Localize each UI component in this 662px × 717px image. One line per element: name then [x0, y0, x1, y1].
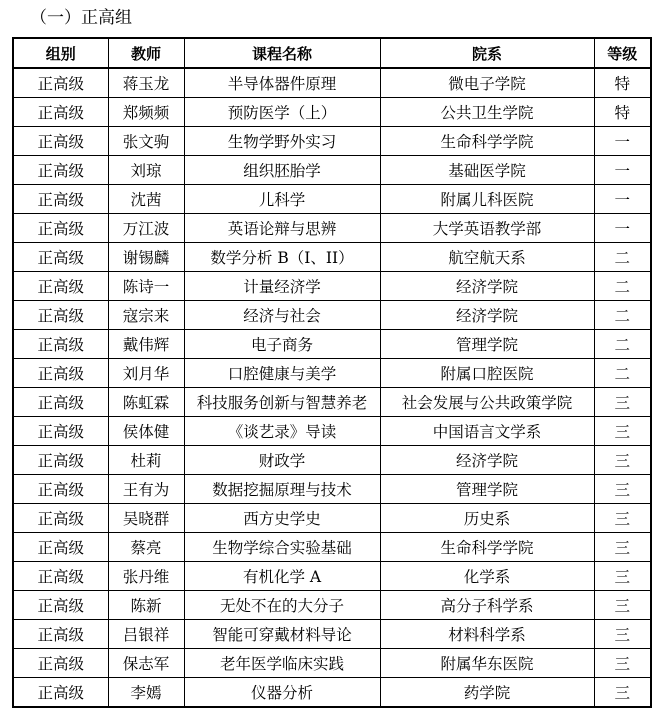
teacher-cell: 侯体健 — [108, 417, 184, 446]
course-cell: 科技服务创新与智慧养老 — [184, 388, 380, 417]
department-cell: 管理学院 — [380, 475, 594, 504]
grade-cell: 三 — [594, 649, 651, 678]
group-cell: 正高级 — [13, 68, 108, 98]
teacher-cell: 张丹维 — [108, 562, 184, 591]
teacher-cell: 吕银祥 — [108, 620, 184, 649]
group-cell: 正高级 — [13, 243, 108, 272]
table-row — [13, 243, 651, 272]
group-cell: 正高级 — [13, 562, 108, 591]
group-cell: 正高级 — [13, 214, 108, 243]
course-cell: 有机化学 A — [184, 562, 380, 591]
course-cell: 预防医学（上） — [184, 98, 380, 127]
course-cell: 无处不在的大分子 — [184, 591, 380, 620]
group-cell: 正高级 — [13, 446, 108, 475]
course-cell: 《谈艺录》导读 — [184, 417, 380, 446]
grade-cell: 特 — [594, 98, 651, 127]
teacher-cell: 戴伟辉 — [108, 330, 184, 359]
group-cell: 正高级 — [13, 98, 108, 127]
grade-cell: 三 — [594, 388, 651, 417]
table-row — [13, 98, 651, 127]
table-row — [13, 156, 651, 185]
table-row — [13, 272, 651, 301]
award-table — [12, 37, 652, 708]
grade-cell: 特 — [594, 68, 651, 98]
table-row — [13, 330, 651, 359]
group-cell: 正高级 — [13, 272, 108, 301]
teacher-cell: 保志军 — [108, 649, 184, 678]
department-cell: 航空航天系 — [380, 243, 594, 272]
table-row — [13, 649, 651, 678]
table-row — [13, 68, 651, 98]
teacher-cell: 蒋玉龙 — [108, 68, 184, 98]
teacher-cell: 谢锡麟 — [108, 243, 184, 272]
department-cell: 中国语言文学系 — [380, 417, 594, 446]
department-cell: 生命科学学院 — [380, 533, 594, 562]
grade-cell: 三 — [594, 678, 651, 708]
table-row — [13, 185, 651, 214]
teacher-cell: 刘琼 — [108, 156, 184, 185]
teacher-cell: 蔡亮 — [108, 533, 184, 562]
header-group: 组别 — [13, 38, 108, 68]
grade-cell: 三 — [594, 562, 651, 591]
group-cell: 正高级 — [13, 156, 108, 185]
grade-cell: 二 — [594, 301, 651, 330]
course-cell: 财政学 — [184, 446, 380, 475]
group-cell: 正高级 — [13, 533, 108, 562]
teacher-cell: 陈新 — [108, 591, 184, 620]
group-cell: 正高级 — [13, 504, 108, 533]
table-row — [13, 446, 651, 475]
grade-cell: 一 — [594, 214, 651, 243]
header-teacher: 教师 — [108, 38, 184, 68]
department-cell: 高分子科学系 — [380, 591, 594, 620]
course-cell: 组织胚胎学 — [184, 156, 380, 185]
department-cell: 经济学院 — [380, 272, 594, 301]
table-row — [13, 533, 651, 562]
department-cell: 公共卫生学院 — [380, 98, 594, 127]
teacher-cell: 张文驹 — [108, 127, 184, 156]
teacher-cell: 吴晓群 — [108, 504, 184, 533]
course-cell: 智能可穿戴材料导论 — [184, 620, 380, 649]
table-row — [13, 562, 651, 591]
group-cell: 正高级 — [13, 649, 108, 678]
grade-cell: 一 — [594, 156, 651, 185]
grade-cell: 一 — [594, 185, 651, 214]
table-row — [13, 417, 651, 446]
course-cell: 半导体器件原理 — [184, 68, 380, 98]
group-cell: 正高级 — [13, 185, 108, 214]
department-cell: 微电子学院 — [380, 68, 594, 98]
table-row — [13, 388, 651, 417]
course-cell: 老年医学临床实践 — [184, 649, 380, 678]
course-cell: 电子商务 — [184, 330, 380, 359]
department-cell: 管理学院 — [380, 330, 594, 359]
grade-cell: 一 — [594, 127, 651, 156]
group-cell: 正高级 — [13, 388, 108, 417]
teacher-cell: 寇宗来 — [108, 301, 184, 330]
course-cell: 数据挖掘原理与技术 — [184, 475, 380, 504]
course-cell: 经济与社会 — [184, 301, 380, 330]
group-cell: 正高级 — [13, 359, 108, 388]
table-row — [13, 591, 651, 620]
group-cell: 正高级 — [13, 301, 108, 330]
table-row — [13, 127, 651, 156]
table-row — [13, 214, 651, 243]
table-row — [13, 475, 651, 504]
grade-cell: 三 — [594, 475, 651, 504]
course-cell: 口腔健康与美学 — [184, 359, 380, 388]
grade-cell: 二 — [594, 359, 651, 388]
department-cell: 经济学院 — [380, 446, 594, 475]
department-cell: 材料科学系 — [380, 620, 594, 649]
teacher-cell: 李嫣 — [108, 678, 184, 708]
department-cell: 基础医学院 — [380, 156, 594, 185]
header-department: 院系 — [380, 38, 594, 68]
teacher-cell: 王有为 — [108, 475, 184, 504]
header-course: 课程名称 — [184, 38, 380, 68]
course-cell: 英语论辩与思辨 — [184, 214, 380, 243]
group-cell: 正高级 — [13, 127, 108, 156]
table-row — [13, 504, 651, 533]
teacher-cell: 杜莉 — [108, 446, 184, 475]
department-cell: 经济学院 — [380, 301, 594, 330]
course-cell: 儿科学 — [184, 185, 380, 214]
grade-cell: 三 — [594, 417, 651, 446]
department-cell: 生命科学学院 — [380, 127, 594, 156]
group-cell: 正高级 — [13, 620, 108, 649]
course-cell: 数学分析 B（I、II） — [184, 243, 380, 272]
section-heading: （一）正高组 — [30, 8, 132, 28]
teacher-cell: 陈诗一 — [108, 272, 184, 301]
course-cell: 计量经济学 — [184, 272, 380, 301]
grade-cell: 三 — [594, 591, 651, 620]
teacher-cell: 陈虹霖 — [108, 388, 184, 417]
grade-cell: 三 — [594, 446, 651, 475]
group-cell: 正高级 — [13, 417, 108, 446]
group-cell: 正高级 — [13, 591, 108, 620]
department-cell: 药学院 — [380, 678, 594, 708]
course-cell: 西方史学史 — [184, 504, 380, 533]
department-cell: 化学系 — [380, 562, 594, 591]
group-cell: 正高级 — [13, 330, 108, 359]
teacher-cell: 刘月华 — [108, 359, 184, 388]
teacher-cell: 万江波 — [108, 214, 184, 243]
group-cell: 正高级 — [13, 475, 108, 504]
department-cell: 附属口腔医院 — [380, 359, 594, 388]
department-cell: 附属儿科医院 — [380, 185, 594, 214]
teacher-cell: 沈茜 — [108, 185, 184, 214]
table-header-row — [13, 38, 651, 68]
department-cell: 大学英语教学部 — [380, 214, 594, 243]
table-row — [13, 359, 651, 388]
department-cell: 历史系 — [380, 504, 594, 533]
table-row — [13, 620, 651, 649]
grade-cell: 三 — [594, 504, 651, 533]
department-cell: 社会发展与公共政策学院 — [380, 388, 594, 417]
grade-cell: 二 — [594, 330, 651, 359]
table-row — [13, 678, 651, 708]
course-cell: 仪器分析 — [184, 678, 380, 708]
grade-cell: 三 — [594, 533, 651, 562]
group-cell: 正高级 — [13, 678, 108, 708]
course-cell: 生物学综合实验基础 — [184, 533, 380, 562]
grade-cell: 三 — [594, 620, 651, 649]
grade-cell: 二 — [594, 272, 651, 301]
table-body — [13, 68, 651, 707]
teacher-cell: 郑频频 — [108, 98, 184, 127]
grade-cell: 二 — [594, 243, 651, 272]
course-cell: 生物学野外实习 — [184, 127, 380, 156]
table-row — [13, 301, 651, 330]
header-grade: 等级 — [594, 38, 651, 68]
department-cell: 附属华东医院 — [380, 649, 594, 678]
